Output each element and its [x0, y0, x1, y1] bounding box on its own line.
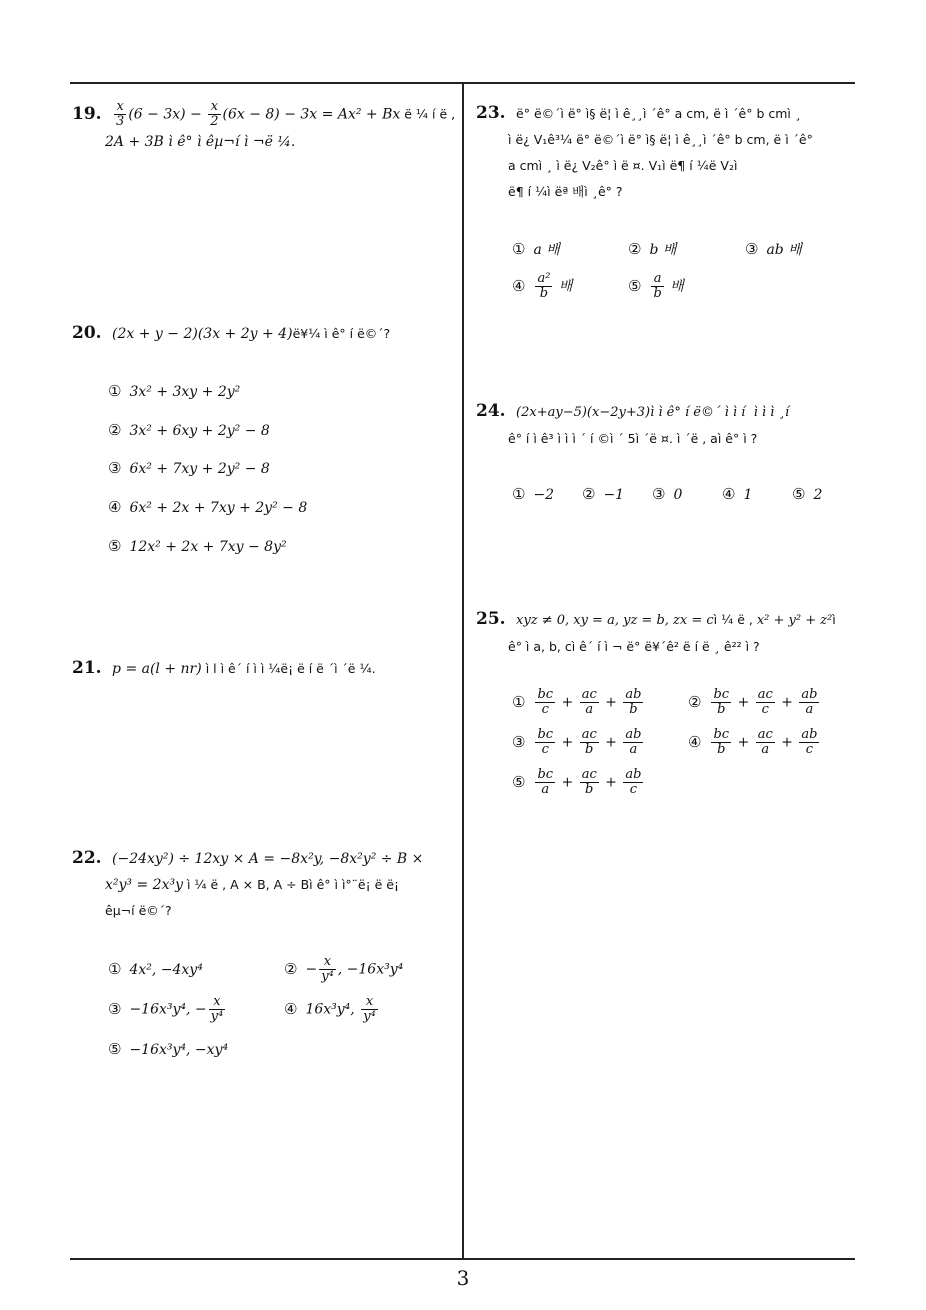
question-21: 21. p = a(l + nr) ì l ì ê´ í ì ì ¼ë¡ ë í ë ´ì ´ë ¼. [72, 658, 376, 678]
question-number: 25. [476, 609, 506, 629]
option-1[interactable]: ① a 배 [512, 240, 560, 258]
question-19: 19. $\frac{x}{3}$ (6 − 3x) − $\frac{x}{2}$ (6x − 8) − 3x = Ax² + Bx ë ¼ í ë , 2A + 3B ì ê° ì êµ¬í ì ¬ë ¼. [72, 99, 456, 150]
option-3[interactable]: ③ ab 배 [745, 240, 802, 258]
option-4[interactable]: ④ $\frac{bc}{b}$ + $\frac{ac}{a}$ + $\frac{ab}{c}$ [688, 727, 818, 757]
option-4[interactable]: ④ 1 [722, 485, 753, 503]
option-2[interactable]: ② b 배 [628, 240, 677, 258]
option-4[interactable]: ④ 16x³y⁴, $\frac{x}{\text{y⁴}}$ [284, 994, 376, 1024]
option-2[interactable]: ② 3x² + 6xy + 2y² − 8 [108, 421, 270, 439]
question-number: 24. [476, 401, 506, 421]
option-1[interactable]: ① $\frac{bc}{c}$ + $\frac{ac}{a}$ + $\frac{ab}{b}$ [512, 687, 642, 717]
question-23: 23. ë° ë©´ì ë° ì§ ë¦ ì ê¸¸ì ´ê° a cm, ë ì ´ê° b cmì ¸ ì ë¿ V₁ê³¼ ë° ë©´ì ë° ì§ ë¦ ì ê¸¸ì ´ê° b cm, ë ì ´ê° a cmì ¸ ì ë¿ V₂ê° ì ë ¤. V₁ì ë¶ í ¼ë V₂ì ë¶ í ¼ì ëª 배ì ¸ê° ? [476, 103, 813, 199]
option-5[interactable]: ⑤ −16x³y⁴, −xy⁴ [108, 1040, 229, 1058]
option-1[interactable]: ① −2 [512, 485, 555, 503]
option-2[interactable]: ② $\frac{bc}{b}$ + $\frac{ac}{c}$ + $\frac{ab}{a}$ [688, 687, 818, 717]
option-4[interactable]: ④ $\frac{\text{a²}}{b}$ 배 [512, 271, 573, 301]
option-3[interactable]: ③ 0 [652, 485, 683, 503]
question-number: 22. [72, 848, 102, 868]
option-5[interactable]: ⑤ 2 [792, 485, 823, 503]
option-3[interactable]: ③ 6x² + 7xy + 2y² − 8 [108, 459, 270, 477]
option-5[interactable]: ⑤ $\frac{a}{b}$ 배 [628, 271, 684, 301]
option-5[interactable]: ⑤ 12x² + 2x + 7xy − 8y² [108, 537, 287, 555]
option-4[interactable]: ④ 6x² + 2x + 7xy + 2y² − 8 [108, 498, 308, 516]
question-number: 23. [476, 103, 506, 123]
question-text: 2A + 3B ì ê° ì êµ¬í ì ¬ë ¼. [105, 134, 296, 150]
option-3[interactable]: ③ $\frac{bc}{c}$ + $\frac{ac}{b}$ + $\frac{ab}{a}$ [512, 727, 642, 757]
question-24: 24. (2x+ay−5)(x−2y+3)ì ì ê° í ë©´ ì ì í ì ì ì ¸í ê° í ì ê³ ì ì ì ´ í ©ì ´ 5ì ´ë ¤. ì ´ë , aì ê° ì ? [476, 401, 790, 446]
option-2[interactable]: ② −1 [582, 485, 625, 503]
question-22: 22. (−24xy²) ÷ 12xy × A = −8x²y, −8x²y² ÷ B × x²y³ = 2x³y ì ¼ ë , A × B, A ÷ Bì ê° ì ì°¨ë¡ ë ë¡ êµ¬í ë©´? [72, 848, 424, 918]
option-3[interactable]: ③ −16x³y⁴, − $\frac{x}{\text{y⁴}}$ [108, 994, 224, 1024]
question-25: 25. xyz ≠ 0, xy = a, yz = b, zx = cì ¼ ë , x² + y² + z²ì ê° ì a, b, cì ê´ í ì ¬ ë° ë¥´ê² ë í ë ¸ ê²² ì ? [476, 609, 836, 654]
question-number: 21. [72, 658, 102, 678]
fraction: $\frac{x}{3}$ [116, 99, 125, 129]
option-5[interactable]: ⑤ $\frac{bc}{a}$ + $\frac{ac}{b}$ + $\frac{ab}{c}$ [512, 767, 642, 797]
question-20: 20. (2x + y − 2)(3x + 2y + 4)ë¥¼ ì ê° í ë©´? [72, 323, 391, 343]
option-1[interactable]: ① 3x² + 3xy + 2y² [108, 382, 241, 400]
option-1[interactable]: ① 4x², −4xy⁴ [108, 960, 203, 978]
option-2[interactable]: ② − $\frac{x}{\text{y⁴}}$ , −16x³y⁴ [284, 954, 404, 984]
bottom-rule [70, 1258, 855, 1260]
question-number: 20. [72, 323, 102, 343]
column-divider [462, 82, 464, 1259]
question-number: 19. [72, 103, 102, 124]
page-number: 3 [456, 1266, 470, 1290]
fraction: $\frac{x}{2}$ [210, 99, 219, 129]
